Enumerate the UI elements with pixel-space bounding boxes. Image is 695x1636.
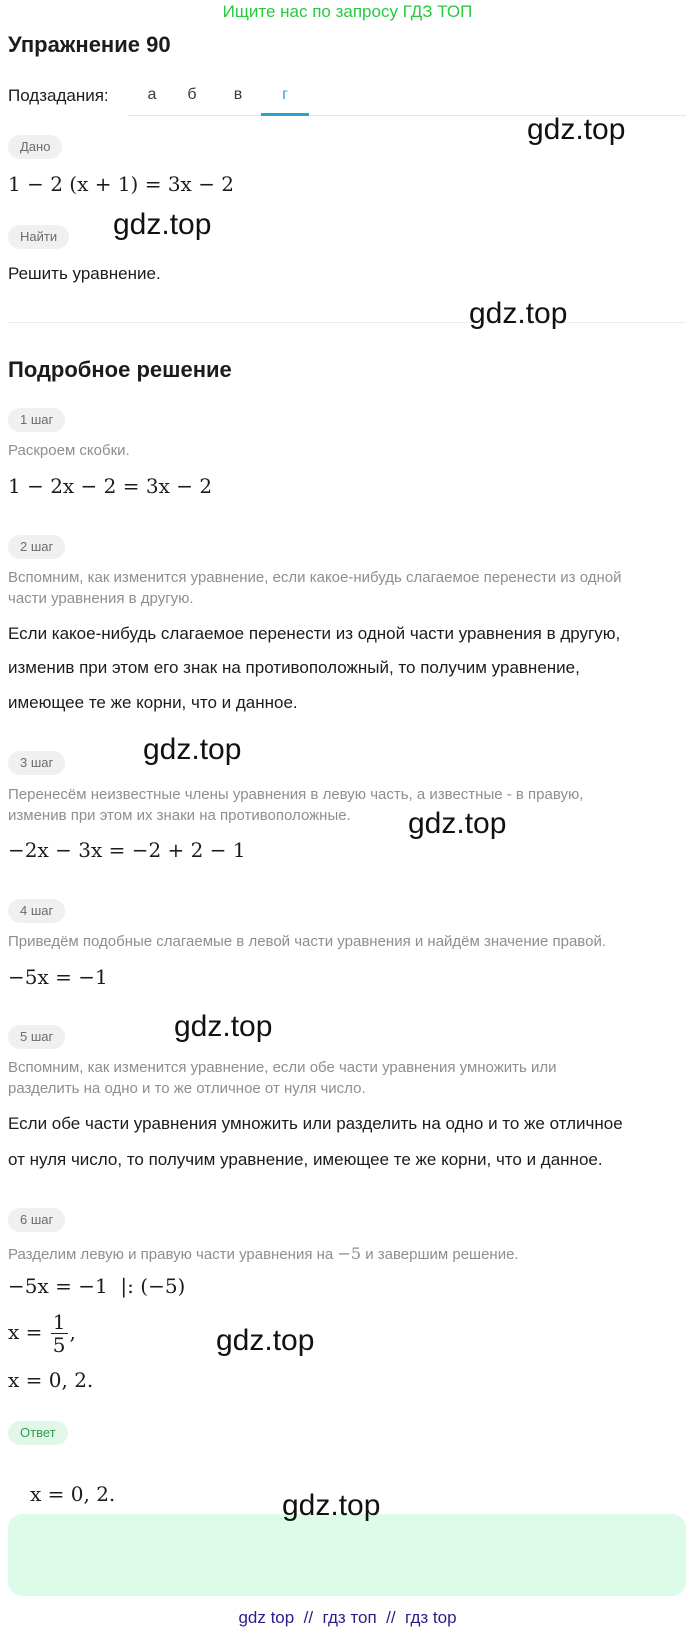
step-hint-line: Вспомним, как изменится уравнение, если какое-нибудь слагаемое перенести из одной [8,569,622,586]
step-hint-suffix: и завершим решение. [365,1246,519,1263]
step-1-chip-wrap [8,408,65,432]
watermark: gdz.top [527,113,626,146]
step-math: −2x − 3x = −2 + 2 − 1 [8,838,246,862]
subtasks-tabs [128,76,686,116]
watermark: gdz.top [408,807,507,840]
step-hint-line: Вспомним, как изменится уравнение, если обе части уравнения умножить или [8,1059,557,1076]
watermark: gdz.top [174,1010,273,1043]
answer-math: x = 0, 2. [30,1482,116,1506]
search-banner: Ищите нас по запросу ГДЗ ТОП [222,2,473,21]
answer-chip-wrap [8,1421,68,1445]
step-6-chip-wrap [8,1208,65,1232]
fraction-denominator: 5 [52,1333,66,1357]
tab-a[interactable]: а [147,86,157,103]
step-chip: 4 шаг [8,899,65,923]
subtasks-label: Подзадания: [8,86,109,105]
step-math: 1 − 2x − 2 = 3x − 2 [8,474,213,498]
answer-box [8,1514,686,1596]
fraction-equation [8,1308,76,1356]
step-2-chip-wrap [8,535,65,559]
step-math: −5x = −1 |: (−5) [8,1274,186,1298]
step-hint-value: −5 [337,1244,362,1263]
step-5-chip-wrap [8,1025,65,1049]
watermark: gdz.top [143,733,242,766]
tab-b[interactable]: б [187,86,197,103]
find-text: Решить уравнение. [8,264,161,283]
step-hint-prefix: Разделим левую и правую части уравнения на [8,1246,334,1263]
step-hint: Раскроем скобки. [8,442,130,459]
fraction-lhs: x = [8,1320,43,1344]
step-text-line: Если какое-нибудь слагаемое перенести из одной части уравнения в другую, [8,624,621,643]
step-text-line: Если обе части уравнения умножить или разделить на одно и то же отличное [8,1114,623,1133]
step-text-line: от нуля число, то получим уравнение, имеющее те же корни, что и данное. [8,1150,603,1169]
watermark: gdz.top [282,1489,381,1522]
given-equation: 1 − 2 (x + 1) = 3x − 2 [8,172,235,196]
solution-title: Подробное решение [8,357,232,382]
step-chip: 2 шаг [8,535,65,559]
step-text-line: изменив при этом его знак на противоположный, то получим уравнение, [8,658,580,677]
fraction [51,1311,68,1356]
watermark: gdz.top [216,1324,315,1357]
step-hint: Приведём подобные слагаемые в левой части уравнения и найдём значение правой. [8,933,606,950]
step-hint-line: Перенесём неизвестные члены уравнения в левую часть, а известные - в правую, [8,786,584,803]
step-hint-line: изменив при этом их знаки на противоположные. [8,807,351,824]
step-4-chip-wrap [8,899,65,923]
footer-links[interactable]: gdz top // гдз топ // гдз top [238,1608,457,1627]
step-hint [8,1240,519,1268]
tab-g[interactable]: г [261,76,309,116]
step-math: x = 0, 2. [8,1368,94,1392]
step-chip: 5 шаг [8,1025,65,1049]
fraction-tail: , [69,1320,76,1344]
answer-chip: Ответ [8,1421,68,1445]
step-hint-line: разделить на одно и то же отличное от нуля число. [8,1080,366,1097]
given-chip-wrap [8,135,62,159]
step-hint-line: части уравнения в другую. [8,590,194,607]
watermark: gdz.top [469,297,568,330]
step-chip: 3 шаг [8,751,65,775]
find-chip: Найти [8,225,69,249]
find-chip-wrap [8,225,69,249]
step-text-line: имеющее те же корни, что и данное. [8,693,298,712]
step-chip: 1 шаг [8,408,65,432]
fraction-numerator: 1 [52,1310,66,1334]
watermark: gdz.top [113,208,212,241]
step-3-chip-wrap [8,751,65,775]
step-math: −5x = −1 [8,965,108,989]
page-title: Упражнение 90 [8,32,171,57]
section-divider [8,322,686,323]
step-chip: 6 шаг [8,1208,65,1232]
tab-v[interactable]: в [233,86,243,103]
given-chip: Дано [8,135,62,159]
